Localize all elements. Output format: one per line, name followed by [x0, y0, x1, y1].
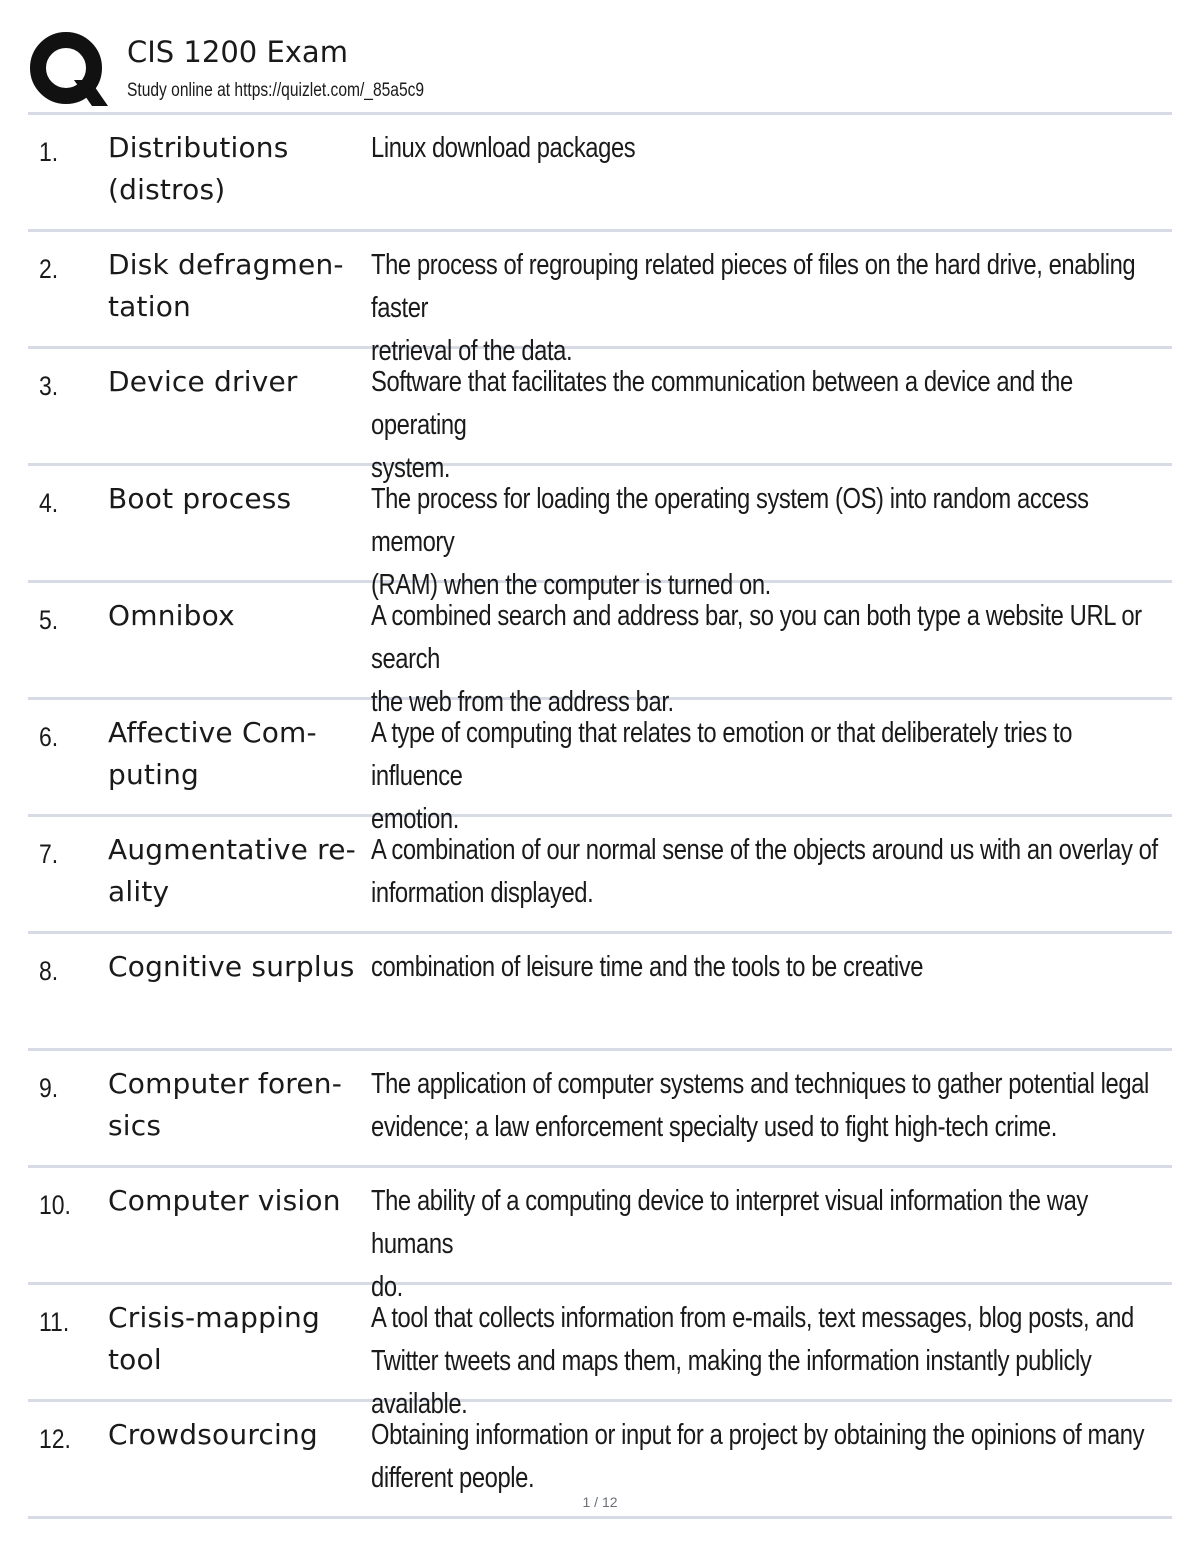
card-number: 1.: [39, 137, 59, 167]
card-number: 2.: [39, 254, 59, 284]
card-term: Cognitive surplus: [108, 950, 355, 983]
card-definition: A combined search and address bar, so you can both type a website URL or search the web from the address bar.: [371, 600, 1142, 718]
card-definition: A type of computing that relates to emotion or that deliberately tries to influence emotion.: [371, 717, 1073, 835]
card-definition: A combination of our normal sense of the objects around us with an overlay of information displayed.: [371, 834, 1158, 909]
flashcard-row: [28, 115, 1172, 232]
card-term: Affective Com- puting: [108, 716, 317, 791]
card-term: Omnibox: [108, 599, 235, 632]
card-term: Boot process: [108, 482, 292, 515]
card-definition: The application of computer systems and techniques to gather potential legal evidence; a law enforcement specialty used to fight high-tech crime.: [371, 1068, 1149, 1143]
card-definition: A tool that collects information from e-mails, text messages, blog posts, and Twitter tweets and maps them, making the information instantly publicly available.: [371, 1302, 1134, 1420]
card-number: 9.: [39, 1073, 59, 1103]
flashcard-row: [28, 1051, 1172, 1168]
card-term: Computer vision: [108, 1184, 341, 1217]
page-title: CIS 1200 Exam: [127, 35, 348, 69]
card-definition: The ability of a computing device to interpret visual information the way humans do.: [371, 1185, 1088, 1303]
card-term: Crowdsourcing: [108, 1418, 318, 1451]
flashcard-row: [28, 349, 1172, 484]
card-number: 3.: [39, 371, 59, 401]
flashcard-row: [28, 232, 1172, 367]
flashcard-row: [28, 466, 1172, 601]
card-term: Augmentative re- ality: [108, 833, 356, 908]
page-header: [30, 28, 1172, 112]
flashcard-row: [28, 700, 1172, 835]
card-number: 6.: [39, 722, 59, 752]
card-term: Distributions (distros): [108, 131, 289, 206]
flashcard-row: [28, 1168, 1172, 1303]
card-number: 10.: [39, 1190, 71, 1220]
flashcard-row: [28, 934, 1172, 1051]
page-number: 1 / 12: [582, 1494, 618, 1510]
card-number: 8.: [39, 956, 59, 986]
card-definition: Obtaining information or input for a project by obtaining the opinions of many different people.: [371, 1419, 1145, 1494]
quizlet-logo-icon: [30, 30, 108, 108]
study-online-link[interactable]: Study online at https://quizlet.com/_85a5c9: [127, 80, 425, 101]
card-number: 12.: [39, 1424, 71, 1454]
card-number: 11.: [39, 1307, 70, 1337]
card-definition: Linux download packages: [371, 132, 636, 164]
flashcard-row: [28, 817, 1172, 934]
card-number: 7.: [39, 839, 59, 869]
card-term: Computer foren- sics: [108, 1067, 343, 1142]
card-term: Device driver: [108, 365, 298, 398]
card-number: 4.: [39, 488, 59, 518]
card-term: Crisis-mapping tool: [108, 1301, 320, 1376]
flashcard-list: [28, 115, 1172, 1519]
card-definition: Software that facilitates the communication between a device and the operating system.: [371, 366, 1073, 484]
card-definition: The process of regrouping related pieces of files on the hard drive, enabling faster retrieval of the data.: [371, 249, 1136, 367]
card-definition: combination of leisure time and the tools to be creative: [371, 951, 924, 983]
card-number: 5.: [39, 605, 59, 635]
flashcard-row: [28, 1285, 1172, 1420]
flashcard-row: [28, 583, 1172, 718]
card-term: Disk defragmen- tation: [108, 248, 344, 323]
card-definition: The process for loading the operating system (OS) into random access memory (RAM) when the computer is turned on.: [371, 483, 1089, 601]
